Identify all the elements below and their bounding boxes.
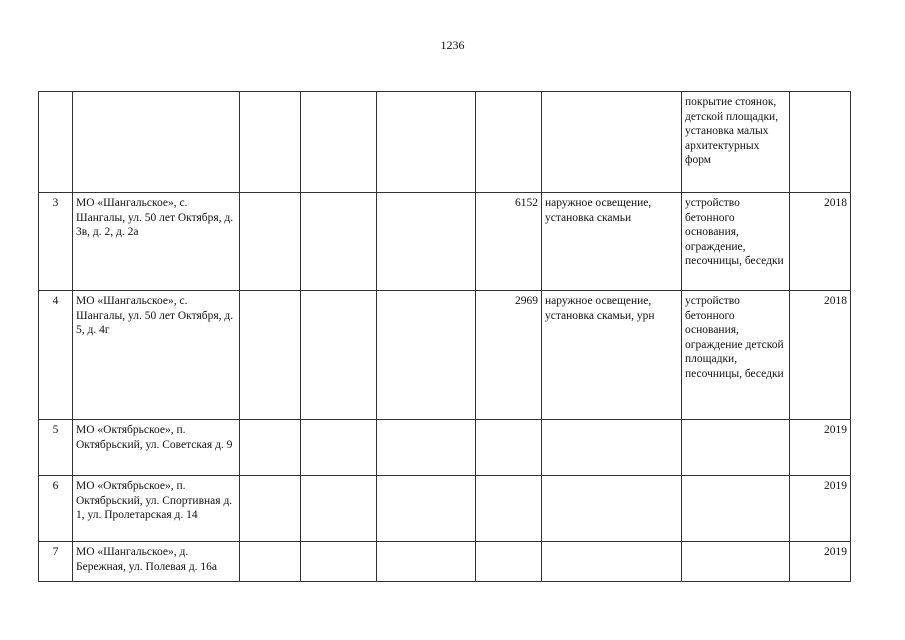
empty-cell bbox=[301, 92, 377, 193]
empty-cell bbox=[377, 291, 476, 420]
area-cell bbox=[476, 92, 542, 193]
works-cell bbox=[542, 420, 682, 476]
additional-works-cell bbox=[682, 420, 790, 476]
year-cell: 2018 bbox=[790, 193, 851, 291]
year-cell: 2018 bbox=[790, 291, 851, 420]
empty-cell bbox=[377, 476, 476, 542]
works-cell bbox=[542, 476, 682, 542]
works-cell: наружное освещение, установка скамьи bbox=[542, 193, 682, 291]
empty-cell bbox=[377, 542, 476, 582]
empty-cell bbox=[301, 476, 377, 542]
empty-cell bbox=[301, 542, 377, 582]
additional-works-cell: покрытие стоянок, детской площадки, установка малых архитектурных форм bbox=[682, 92, 790, 193]
empty-cell bbox=[377, 92, 476, 193]
table-row bbox=[39, 193, 851, 291]
empty-cell bbox=[301, 193, 377, 291]
area-cell: 6152 bbox=[476, 193, 542, 291]
empty-cell bbox=[377, 420, 476, 476]
row-number: 5 bbox=[39, 420, 73, 476]
year-cell bbox=[790, 92, 851, 193]
empty-cell bbox=[240, 476, 301, 542]
row-number: 7 bbox=[39, 542, 73, 582]
empty-cell bbox=[240, 542, 301, 582]
empty-cell bbox=[240, 291, 301, 420]
address-cell: МО «Шангальское», д. Бережная, ул. Полевая д. 16а bbox=[73, 542, 240, 582]
row-number: 3 bbox=[39, 193, 73, 291]
additional-works-cell: устройство бетонного основания, ограждение детской площадки, песочницы, беседки bbox=[682, 291, 790, 420]
improvement-table bbox=[38, 91, 851, 582]
row-number: 4 bbox=[39, 291, 73, 420]
year-cell: 2019 bbox=[790, 476, 851, 542]
empty-cell bbox=[240, 92, 301, 193]
address-cell: МО «Шангальское», с. Шангалы, ул. 50 лет Октября, д. 5, д. 4г bbox=[73, 291, 240, 420]
empty-cell bbox=[240, 420, 301, 476]
area-cell bbox=[476, 476, 542, 542]
address-cell: МО «Октябрьское», п. Октябрьский, ул. Спортивная д. 1, ул. Пролетарская д. 14 bbox=[73, 476, 240, 542]
area-cell bbox=[476, 542, 542, 582]
works-cell: наружное освещение, установка скамьи, урн bbox=[542, 291, 682, 420]
table-row bbox=[39, 476, 851, 542]
area-cell: 2969 bbox=[476, 291, 542, 420]
year-cell: 2019 bbox=[790, 420, 851, 476]
empty-cell bbox=[377, 193, 476, 291]
row-number: 6 bbox=[39, 476, 73, 542]
address-cell: МО «Шангальское», с. Шангалы, ул. 50 лет Октября, д. 3в, д. 2, д. 2а bbox=[73, 193, 240, 291]
table-row bbox=[39, 291, 851, 420]
additional-works-cell bbox=[682, 542, 790, 582]
table-row bbox=[39, 92, 851, 193]
year-cell: 2019 bbox=[790, 542, 851, 582]
empty-cell bbox=[301, 291, 377, 420]
row-number bbox=[39, 92, 73, 193]
works-cell bbox=[542, 92, 682, 193]
works-cell bbox=[542, 542, 682, 582]
area-cell bbox=[476, 420, 542, 476]
address-cell bbox=[73, 92, 240, 193]
table-row bbox=[39, 542, 851, 582]
empty-cell bbox=[301, 420, 377, 476]
address-cell: МО «Октябрьское», п. Октябрьский, ул. Советская д. 9 bbox=[73, 420, 240, 476]
page-number: 1236 bbox=[440, 38, 465, 52]
table-row bbox=[39, 420, 851, 476]
additional-works-cell: устройство бетонного основания, ограждение, песочницы, беседки bbox=[682, 193, 790, 291]
empty-cell bbox=[240, 193, 301, 291]
additional-works-cell bbox=[682, 476, 790, 542]
